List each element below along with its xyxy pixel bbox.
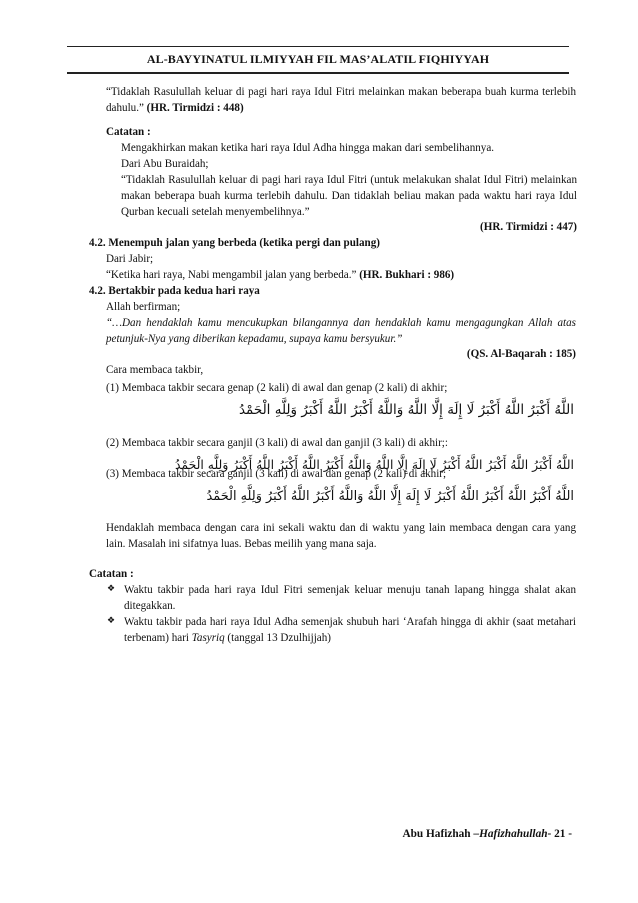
- intro-quote: “Tidaklah Rasulullah keluar di pagi hari raya Idul Fitri melainkan makan beberapa buah kurma terlebih dahulu.”: [106, 86, 576, 114]
- catatan1-line2: Dari Abu Buraidah;: [121, 158, 209, 170]
- sec42b-line1: Allah berfirman;: [106, 301, 181, 313]
- cara-membaca: Cara membaca takbir,: [106, 364, 204, 376]
- catatan2-bullet-2: [124, 615, 576, 647]
- intro-hadith: [106, 85, 576, 117]
- quran-quote: “…Dan hendaklah kamu mencukupkan bilangannya dan hendaklah kamu mengagungkan Allah atas petunjuk-Nya yang diberikan kepadamu, supaya kamu bersyukur.”: [106, 317, 576, 345]
- catatan1-quote: “Tidaklah Rasulullah keluar di pagi hari raya Idul Fitri (untuk melakukan shalat Idul Fitri) melainkan makan beberapa buah kurma terlebih dahulu. Dan tidaklah beliau makan pada waktu hari raya Idul Qurban kecuali setelah menyembelihnya.”: [121, 174, 577, 218]
- closing-paragraph: Hendaklah membaca dengan cara ini sekali waktu dan di waktu yang lain membaca dengan cara yang lain. Masalah ini sifatnya luas. Bebas meilih yang mana saja.: [106, 522, 576, 550]
- footer-author: Abu Hafizhah –: [402, 828, 480, 840]
- arabic-takbir-3: اللَّهُ أَكْبَرُ اللَّهُ أَكْبَرُ اللَّهُ أَكْبَرُ لَا إِلَهَ إِلَّا اللَّهُ وَاللَّهُ أَكْبَرُ اللَّهُ أَكْبَرُ وَلِلَّهِ الْحَمْدُ: [206, 489, 574, 504]
- intro-ref: (HR. Tirmidzi : 448): [146, 101, 244, 114]
- section-heading-jalan: 4.2. Menempuh jalan yang berbeda (ketika pergi dan pulang): [89, 237, 380, 249]
- sec42a-line1: Dari Jabir;: [106, 253, 154, 265]
- bullet2-tasyriq: Tasyriq: [191, 631, 225, 644]
- footer-honorific: Hafizhahullah: [479, 828, 548, 840]
- sec42a-ref: (HR. Bukhari : 986): [359, 269, 455, 281]
- bullet2-text-a: Waktu takbir pada hari raya Idul Adha semenjak shubuh hari ‘Arafah hingga di akhir (saat metahari terbenam) hari: [124, 616, 576, 644]
- takbir-item-3: (3) Membaca takbir secara ganjil (3 kali) di awal dan genap (2 kali) di akhir;: [106, 468, 447, 480]
- arabic-takbir-1: اللَّهُ أَكْبَرُ اللَّهُ أَكْبَرُ لَا إِلَهَ إِلَّا اللَّهُ وَاللَّهُ أَكْبَرُ اللَّهُ أَكْبَرُ وَلِلَّهِ الْحَمْدُ: [238, 402, 574, 418]
- sec42a-quote: “Ketika hari raya, Nabi mengambil jalan yang berbeda.”: [106, 269, 360, 281]
- takbir-item-1: (1) Membaca takbir secara genap (2 kali) di awal dan genap (2 kali) di akhir;: [106, 382, 448, 394]
- arabic-takbir-2: اللَّهُ أَكْبَرُ اللَّهُ أَكْبَرُ اللَّهُ أَكْبَرُ لَا إِلَهَ إِلَّا اللَّهُ وَاللَّهُ أَكْبَرُ اللَّهُ أَكْبَرُ اللَّهُ أَكْبَرُ وَلِلَّهِ الْحَمْدُ: [174, 457, 574, 472]
- footer-page-number: - 21 -: [547, 828, 572, 840]
- section-heading-takbir: 4.2. Bertakbir pada kedua hari raya: [89, 285, 260, 297]
- bullet2-text-b: (tanggal 13 Dzulhijjah): [224, 631, 331, 644]
- catatan-label-1: Catatan :: [106, 126, 151, 138]
- catatan-label-2: Catatan :: [89, 568, 134, 580]
- diamond-bullet-icon: ❖: [107, 616, 116, 626]
- running-header-title: AL-BAYYINATUL ILMIYYAH FIL MAS’ALATIL FIQHIYYAH: [146, 52, 490, 66]
- sec42a-hadith: [106, 268, 454, 284]
- catatan2-bullet-1: Waktu takbir pada hari raya Idul Fitri semenjak keluar menuju tanah lapang hingga shalat akan ditegakkan.: [124, 584, 576, 612]
- catatan1-ref: (HR. Tirmidzi : 447): [480, 221, 577, 233]
- quran-ref: (QS. Al-Baqarah : 185): [466, 348, 576, 360]
- diamond-bullet-icon: ❖: [107, 584, 116, 594]
- page-footer: [402, 828, 572, 840]
- header-rule-bottom: [67, 72, 569, 74]
- takbir-item-2: (2) Membaca takbir secara ganjil (3 kali) di awal dan ganjil (3 kali) di akhir;:: [106, 437, 448, 449]
- catatan1-line1: Mengakhirkan makan ketika hari raya Idul Adha hingga makan dari sembelihannya.: [121, 142, 495, 154]
- header-rule-top: [67, 46, 569, 47]
